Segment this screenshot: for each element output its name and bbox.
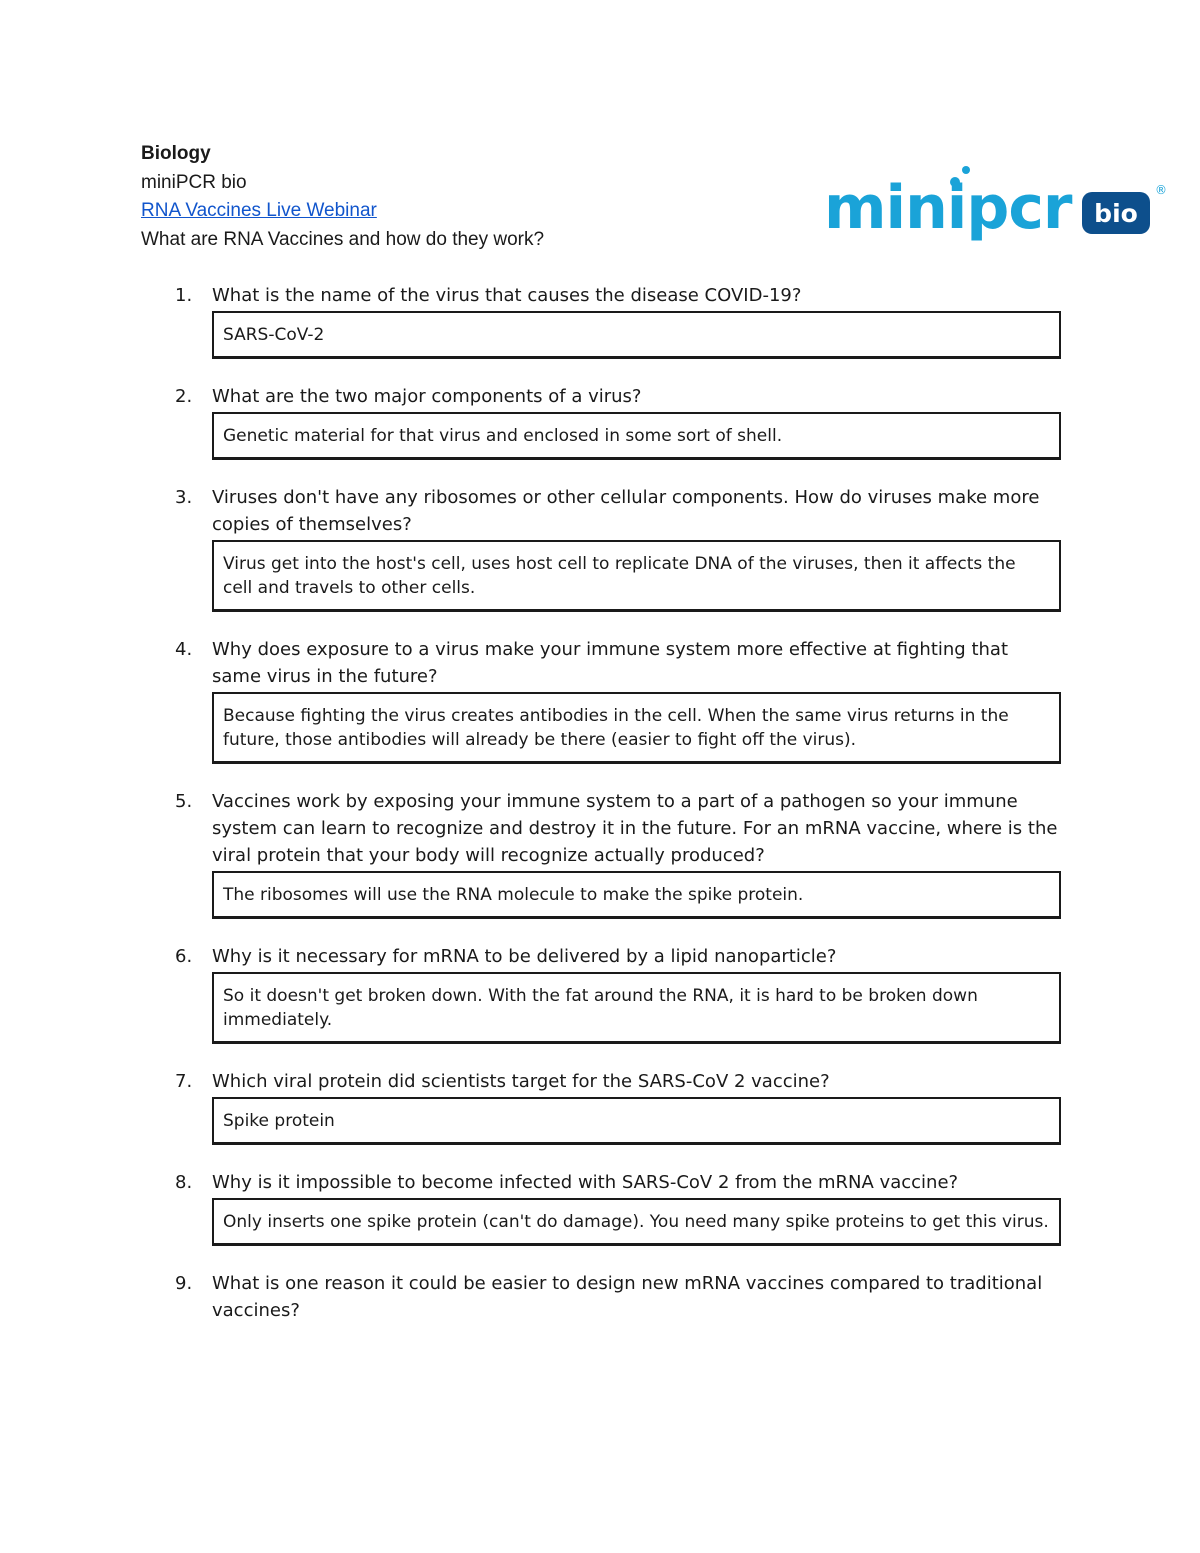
answer-field[interactable]: Because fighting the virus creates antibodies in the cell. When the same virus returns in the future, those antibodies will already be there (easier to fight off the virus). (212, 692, 1061, 764)
answer-field[interactable]: So it doesn't get broken down. With the fat around the RNA, it is hard to be broken down immediately. (212, 972, 1061, 1044)
document-header (141, 140, 544, 254)
question-text: Viruses don't have any ribosomes or other cellular components. How do viruses make more copies of themselves? (212, 487, 1040, 535)
question-number: 6. (175, 946, 193, 967)
answer-field[interactable]: Spike protein (212, 1097, 1061, 1145)
question-text: Why does exposure to a virus make your immune system more effective at fighting that same virus in the future? (212, 639, 1008, 687)
question-text: What is the name of the virus that causes the disease COVID-19? (212, 285, 802, 306)
question-number: 8. (175, 1172, 193, 1193)
question-item-8 (141, 1169, 1061, 1246)
question-text: What is one reason it could be easier to design new mRNA vaccines compared to traditional vaccines? (212, 1273, 1043, 1321)
minipcr-bio-logo (822, 158, 1167, 248)
question-item-6 (141, 943, 1061, 1044)
question-text: Why is it impossible to become infected with SARS-CoV 2 from the mRNA vaccine? (212, 1172, 959, 1193)
question-item-2 (141, 383, 1061, 460)
webinar-link[interactable]: RNA Vaccines Live Webinar (141, 200, 377, 221)
question-number: 9. (175, 1273, 193, 1294)
question-number: 4. (175, 639, 193, 660)
question-item-3 (141, 484, 1061, 612)
logo-registered-mark: ® (1155, 183, 1167, 197)
question-list (141, 282, 1061, 1348)
question-item-7 (141, 1068, 1061, 1145)
answer-field[interactable]: The ribosomes will use the RNA molecule to make the spike protein. (212, 871, 1061, 919)
question-item-5 (141, 788, 1061, 919)
question-number: 7. (175, 1071, 193, 1092)
question-number: 1. (175, 285, 193, 306)
question-number: 5. (175, 791, 193, 812)
answer-field[interactable]: Virus get into the host's cell, uses host cell to replicate DNA of the viruses, then it affects the cell and travels to other cells. (212, 540, 1061, 612)
question-item-9 (141, 1270, 1061, 1324)
answer-field[interactable]: Only inserts one spike protein (can't do damage). You need many spike proteins to get this virus. (212, 1198, 1061, 1246)
question-text: Why is it necessary for mRNA to be delivered by a lipid nanoparticle? (212, 946, 837, 967)
question-number: 3. (175, 487, 193, 508)
question-text: What are the two major components of a virus? (212, 386, 642, 407)
subject-heading: Biology (141, 143, 211, 164)
publisher-name: miniPCR bio (141, 171, 247, 193)
answer-field[interactable]: Genetic material for that virus and enclosed in some sort of shell. (212, 412, 1061, 460)
question-text: Which viral protein did scientists target for the SARS-CoV 2 vaccine? (212, 1071, 830, 1092)
answer-field[interactable]: SARS-CoV-2 (212, 311, 1061, 359)
topic-line: What are RNA Vaccines and how do they work? (141, 228, 545, 250)
question-item-1 (141, 282, 1061, 359)
question-text: Vaccines work by exposing your immune system to a part of a pathogen so your immune system can learn to recognize and destroy it in the future. For an mRNA vaccine, where is the viral protein that your body will recognize actually produced? (212, 791, 1058, 866)
logo-bio-text: bio (1094, 199, 1138, 228)
logo-wordmark: minipcr (824, 173, 1072, 243)
question-item-4 (141, 636, 1061, 764)
question-number: 2. (175, 386, 193, 407)
